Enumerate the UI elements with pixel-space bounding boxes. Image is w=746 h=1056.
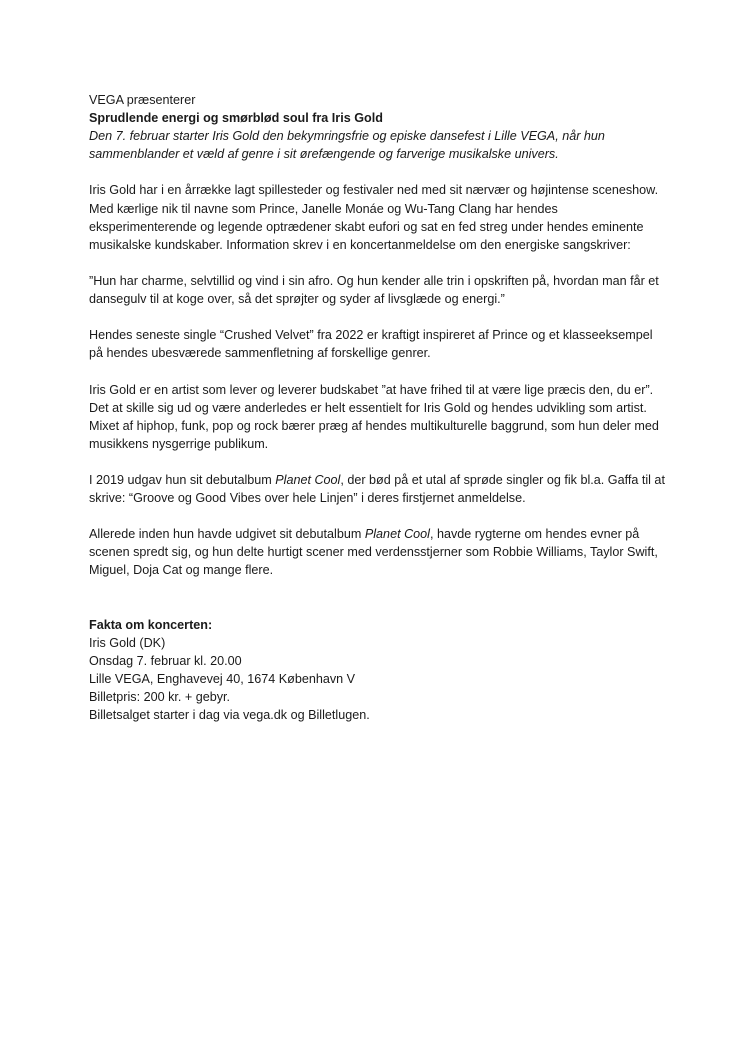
spacer bbox=[89, 580, 669, 616]
press-release-page bbox=[89, 91, 669, 724]
body-paragraph-5 bbox=[89, 471, 669, 507]
lead-paragraph: Den 7. februar starter Iris Gold den bekymringsfrie og episke dansefest i Lille VEGA, når hun sammenblander et væld af genre i sit ørefængende og farverige musikalske univers. bbox=[89, 129, 605, 162]
spacer bbox=[89, 453, 669, 471]
album-title: Planet Cool bbox=[275, 472, 341, 487]
p6-text-a: Allerede inden hun havde udgivet sit debutalbum bbox=[89, 527, 365, 542]
presenter-line: VEGA præsenterer bbox=[89, 93, 196, 107]
facts-artist: Iris Gold (DK) bbox=[89, 635, 166, 650]
body-paragraph-3: Hendes seneste single “Crushed Velvet” fra 2022 er kraftigt inspireret af Prince og et klasseeksempel på hendes ubesværede sammenfletning af forskellige genrer. bbox=[89, 328, 653, 361]
p5-text-b: , der bød på et utal af sprøde singler og fik bl.a. Gaffa til at skrive: “Groove og Good Vibes over hele Linjen” i deres firstjernet anmeldelse. bbox=[89, 472, 665, 506]
facts-venue: Lille VEGA, Enghavevej 40, 1674 København V bbox=[89, 672, 356, 686]
facts-date: Onsdag 7. februar kl. 20.00 bbox=[89, 653, 242, 668]
album-title: Planet Cool bbox=[364, 527, 430, 542]
spacer bbox=[89, 163, 669, 181]
headline: Sprudlende energi og smørblød soul fra Iris Gold bbox=[89, 111, 383, 126]
spacer bbox=[89, 254, 669, 272]
spacer bbox=[89, 362, 669, 380]
p5-text-a: I 2019 udgav hun sit debutalbum bbox=[89, 472, 276, 487]
p6-text-b: , havde rygterne om hendes evner på scenen spredt sig, og hun delte hurtigt scener med verdensstjerner som Robbie Williams, Taylor Swift, Miguel, Doja Cat og mange flere. bbox=[89, 527, 658, 578]
body-paragraph-4: Iris Gold er en artist som lever og leverer budskabet ”at have frihed til at være lige præcis den, du er”. Det at skille sig ud og være anderledes er helt essentielt for Iris Gold og hendes udvikling som artist. Mixet af hiphop, funk, pop og rock bærer præg af hendes multikulturelle baggrund, som hun deler med musikkens nysgerrige publikum. bbox=[89, 382, 659, 451]
quote-paragraph: ”Hun har charme, selvtillid og vind i sin afro. Og hun kender alle trin i opskriften på, hvordan man får et dansegulv til at koge over, så det sprøjter og syder af livsglæde og energi.” bbox=[89, 273, 659, 307]
facts-heading: Fakta om koncerten: bbox=[89, 617, 213, 632]
body-paragraph-1: Iris Gold har i en årrække lagt spillesteder og festivaler ned med sit nærvær og højintense sceneshow. Med kærlige nik til navne som Prince, Janelle Monáe og Wu-Tang Clang har hendes eksperimenterende og legende optrædener skabt eufori og sat en fed streg under hendes eminente musikalske kundskaber. Information skrev i en koncertanmeldelse om den energiske sangskriver: bbox=[89, 183, 659, 252]
body-paragraph-6 bbox=[89, 525, 669, 579]
spacer bbox=[89, 507, 669, 525]
facts-price: Billetpris: 200 kr. + gebyr. bbox=[89, 690, 231, 705]
facts-ticket-sale: Billetsalget starter i dag via vega.dk og Billetlugen. bbox=[89, 708, 370, 723]
spacer bbox=[89, 308, 669, 326]
